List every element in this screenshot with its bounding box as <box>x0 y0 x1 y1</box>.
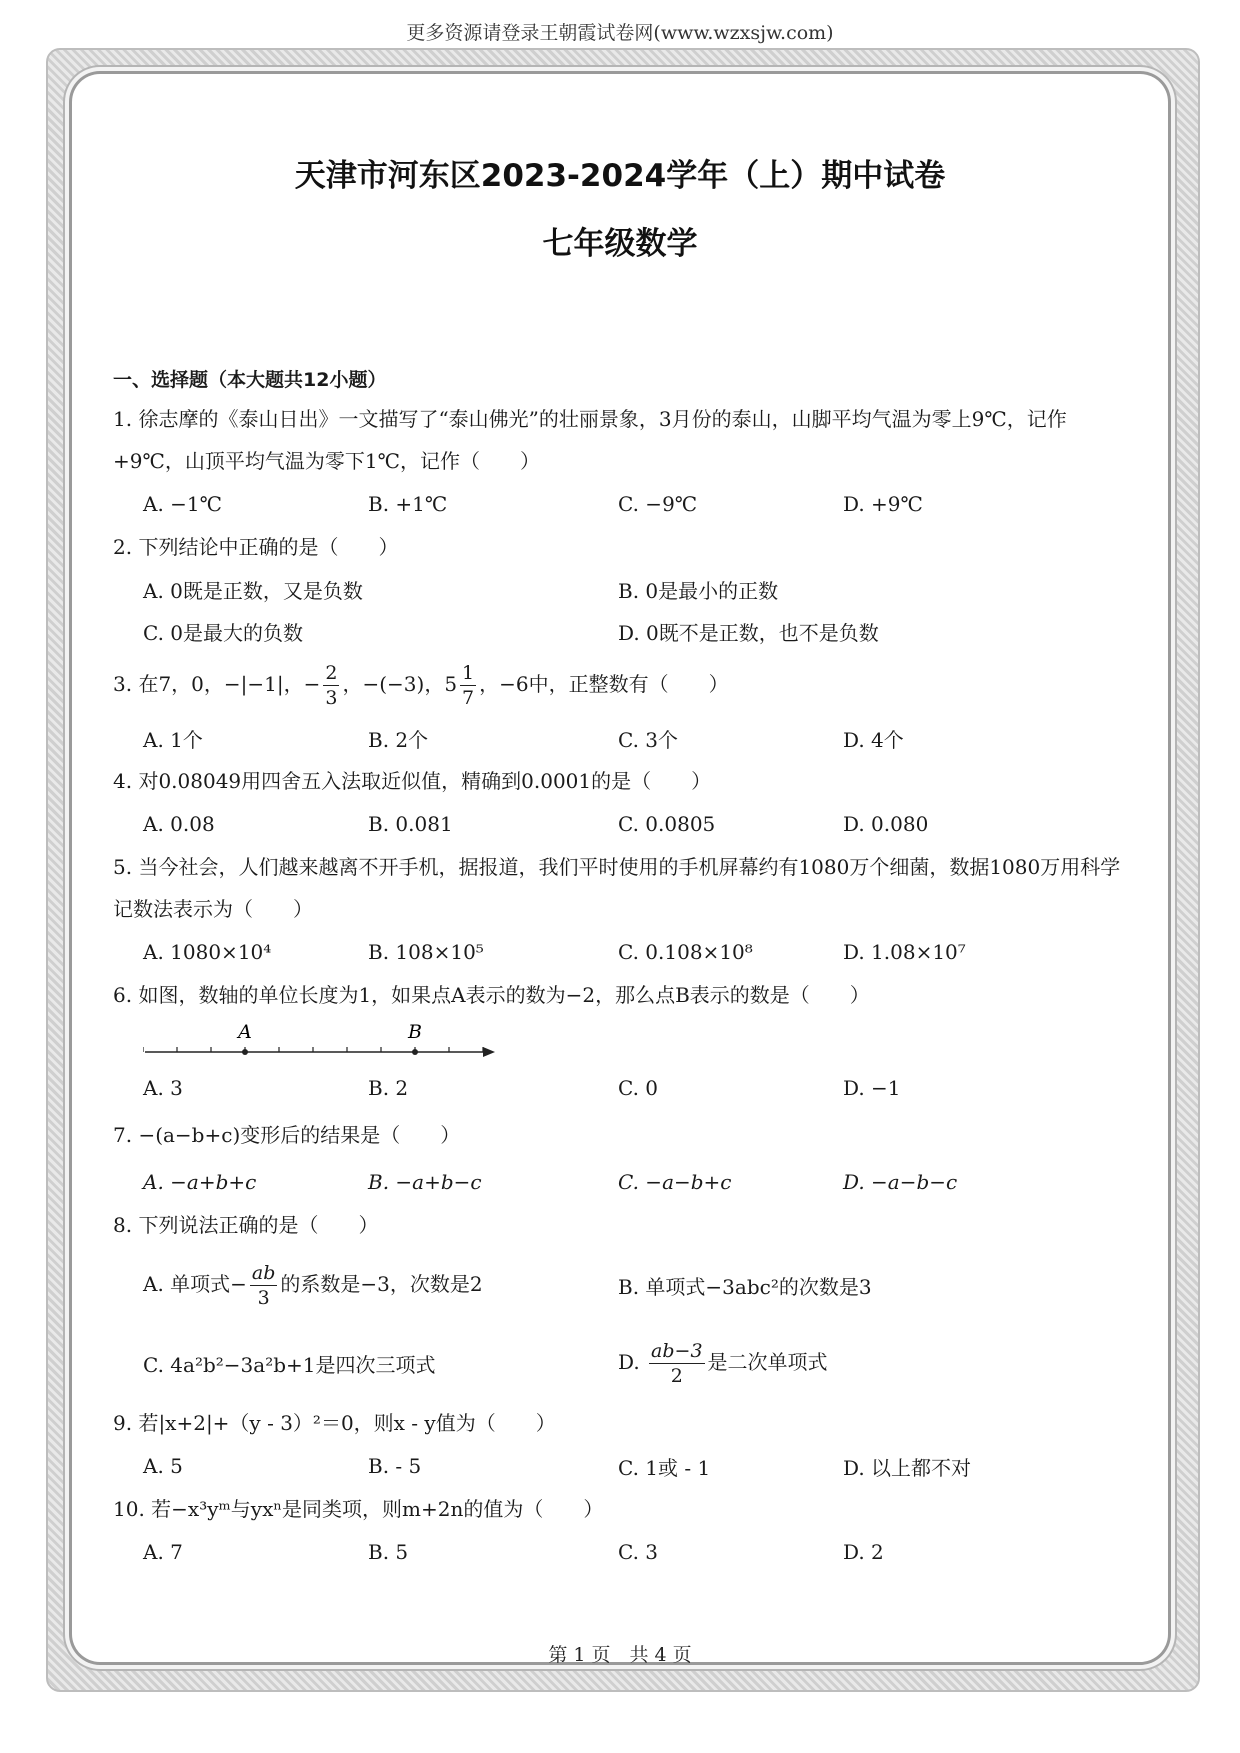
option: D. 4个 <box>843 727 904 752</box>
fraction <box>323 661 339 710</box>
option: B. 5 <box>368 1540 409 1564</box>
option: B. - 5 <box>368 1454 422 1478</box>
options-6 <box>113 1066 1133 1110</box>
option: D. −a−b−c <box>843 1170 958 1194</box>
option: D. 0既不是正数，也不是负数 <box>618 620 879 645</box>
option: C. 3个 <box>618 727 679 752</box>
option-a-text: A. 单项式− <box>143 1271 247 1296</box>
option-a-text-end: 的系数是−3，次数是2 <box>280 1271 483 1296</box>
options-10 <box>113 1530 1133 1574</box>
question-8: 8. 下列说法正确的是（ ） <box>113 1213 379 1237</box>
fraction-numerator: ab <box>251 1261 276 1284</box>
option: B. 单项式−3abc²的次数是3 <box>618 1274 872 1299</box>
option: C. 3 <box>618 1540 659 1564</box>
fraction-denominator: 3 <box>325 687 338 709</box>
options-7 <box>113 1160 1133 1204</box>
fraction-denominator: 2 <box>670 1364 683 1387</box>
point-b-label: B <box>408 1021 422 1043</box>
question-1: 1. 徐志摩的《泰山日出》一文描写了“泰山佛光”的壮丽景象，3月份的泰山，山脚平均气温为零上9℃，记作+9℃，山顶平均气温为零下1℃，记作（ ） <box>113 407 1067 473</box>
q3-text-c: ，−6中，正整数有（ ） <box>479 672 729 696</box>
option: B. +1℃ <box>368 492 448 516</box>
option: C. 1或 - 1 <box>618 1455 711 1480</box>
option: D. 以上都不对 <box>843 1455 972 1480</box>
question-2: 2. 下列结论中正确的是（ ） <box>113 535 399 559</box>
number-line-figure <box>113 1016 1133 1066</box>
option: D. −1 <box>843 1076 901 1100</box>
option: D. 2 <box>843 1540 884 1564</box>
option: B. −a+b−c <box>368 1170 482 1194</box>
options-8a <box>113 1246 1133 1324</box>
option: C. −a−b+c <box>618 1170 732 1194</box>
fraction <box>460 661 476 710</box>
fraction-numerator: ab−3 <box>651 1339 703 1362</box>
options-9 <box>113 1444 1133 1488</box>
fraction-numerator: 2 <box>325 662 338 684</box>
option: C. 0.0805 <box>618 812 716 836</box>
options-5 <box>113 930 1133 974</box>
option: B. 108×10⁵ <box>368 940 484 964</box>
question-10: 10. 若−x³yᵐ与yxⁿ是同类项，则m+2n的值为（ ） <box>113 1497 604 1521</box>
fraction-denominator: 3 <box>257 1286 270 1309</box>
question-7: 7. −(a−b+c)变形后的结果是（ ） <box>113 1123 461 1147</box>
number-line <box>143 1016 503 1066</box>
exam-content <box>113 362 1133 1574</box>
option: A. 0既是正数，又是负数 <box>143 578 363 603</box>
options-1 <box>113 482 1133 526</box>
option: D. +9℃ <box>843 492 923 516</box>
option: A. −1℃ <box>143 492 223 516</box>
option-d-text: D. <box>618 1349 647 1374</box>
option: A. 7 <box>143 1540 183 1564</box>
options-3 <box>113 716 1133 760</box>
arrow-right-icon <box>483 1047 495 1057</box>
option <box>618 1339 1093 1388</box>
exam-subtitle: 七年级数学 <box>542 226 698 262</box>
option: B. 0是最小的正数 <box>618 578 779 603</box>
option-d-text-end: 是二次单项式 <box>707 1349 828 1374</box>
fraction <box>649 1339 705 1388</box>
page-footer: 第 1 页 共 4 页 <box>548 1644 692 1666</box>
option: D. 1.08×10⁷ <box>843 940 966 964</box>
option: D. 0.080 <box>843 812 929 836</box>
option <box>143 1261 618 1310</box>
question-6: 6. 如图，数轴的单位长度为1，如果点A表示的数为−2，那么点B表示的数是（ ） <box>113 983 870 1007</box>
options-4 <box>113 802 1133 846</box>
section-heading: 一、选择题（本大题共12小题） <box>113 369 387 391</box>
option: C. 4a²b²−3a²b+1是四次三项式 <box>143 1352 436 1377</box>
options-2a <box>113 568 1133 610</box>
fraction-numerator: 1 <box>462 662 475 684</box>
option: A. 1个 <box>143 727 203 752</box>
question-9: 9. 若|x+2|+（y - 3）²＝0，则x - y值为（ ） <box>113 1411 556 1435</box>
option: A. 0.08 <box>143 812 215 836</box>
option: C. −9℃ <box>618 492 698 516</box>
q3-text-a: 3. 在7，0，−|−1|，− <box>113 672 321 696</box>
exam-title: 天津市河东区2023-2024学年（上）期中试卷 <box>294 158 946 194</box>
point-a-dot <box>242 1049 248 1055</box>
option: C. 0.108×10⁸ <box>618 940 753 964</box>
option: A. 1080×10⁴ <box>143 940 272 964</box>
options-2b <box>113 610 1133 652</box>
q3-text-b: ，−(−3)，5 <box>342 672 458 696</box>
point-a-label: A <box>238 1021 252 1043</box>
option: B. 0.081 <box>368 812 453 836</box>
top-banner: 更多资源请登录王朝霞试卷网(www.wzxsjw.com) <box>406 22 834 44</box>
question-5: 5. 当今社会，人们越来越离不开手机，据报道，我们平时使用的手机屏幕约有1080万个细菌，数据1080万用科学记数法表示为（ ） <box>113 855 1121 921</box>
option: A. −a+b+c <box>143 1170 257 1194</box>
question-4: 4. 对0.08049用四舍五入法取近似值，精确到0.0001的是（ ） <box>113 769 712 793</box>
option: C. 0是最大的负数 <box>143 620 304 645</box>
option: B. 2 <box>368 1076 409 1100</box>
option: B. 2个 <box>368 727 429 752</box>
option: A. 3 <box>143 1076 183 1100</box>
options-8b <box>113 1324 1133 1402</box>
fraction-denominator: 7 <box>462 687 475 709</box>
fraction <box>250 1261 278 1310</box>
option: A. 5 <box>143 1454 183 1478</box>
question-3 <box>113 652 1133 716</box>
point-b-dot <box>412 1049 418 1055</box>
option: C. 0 <box>618 1076 659 1100</box>
